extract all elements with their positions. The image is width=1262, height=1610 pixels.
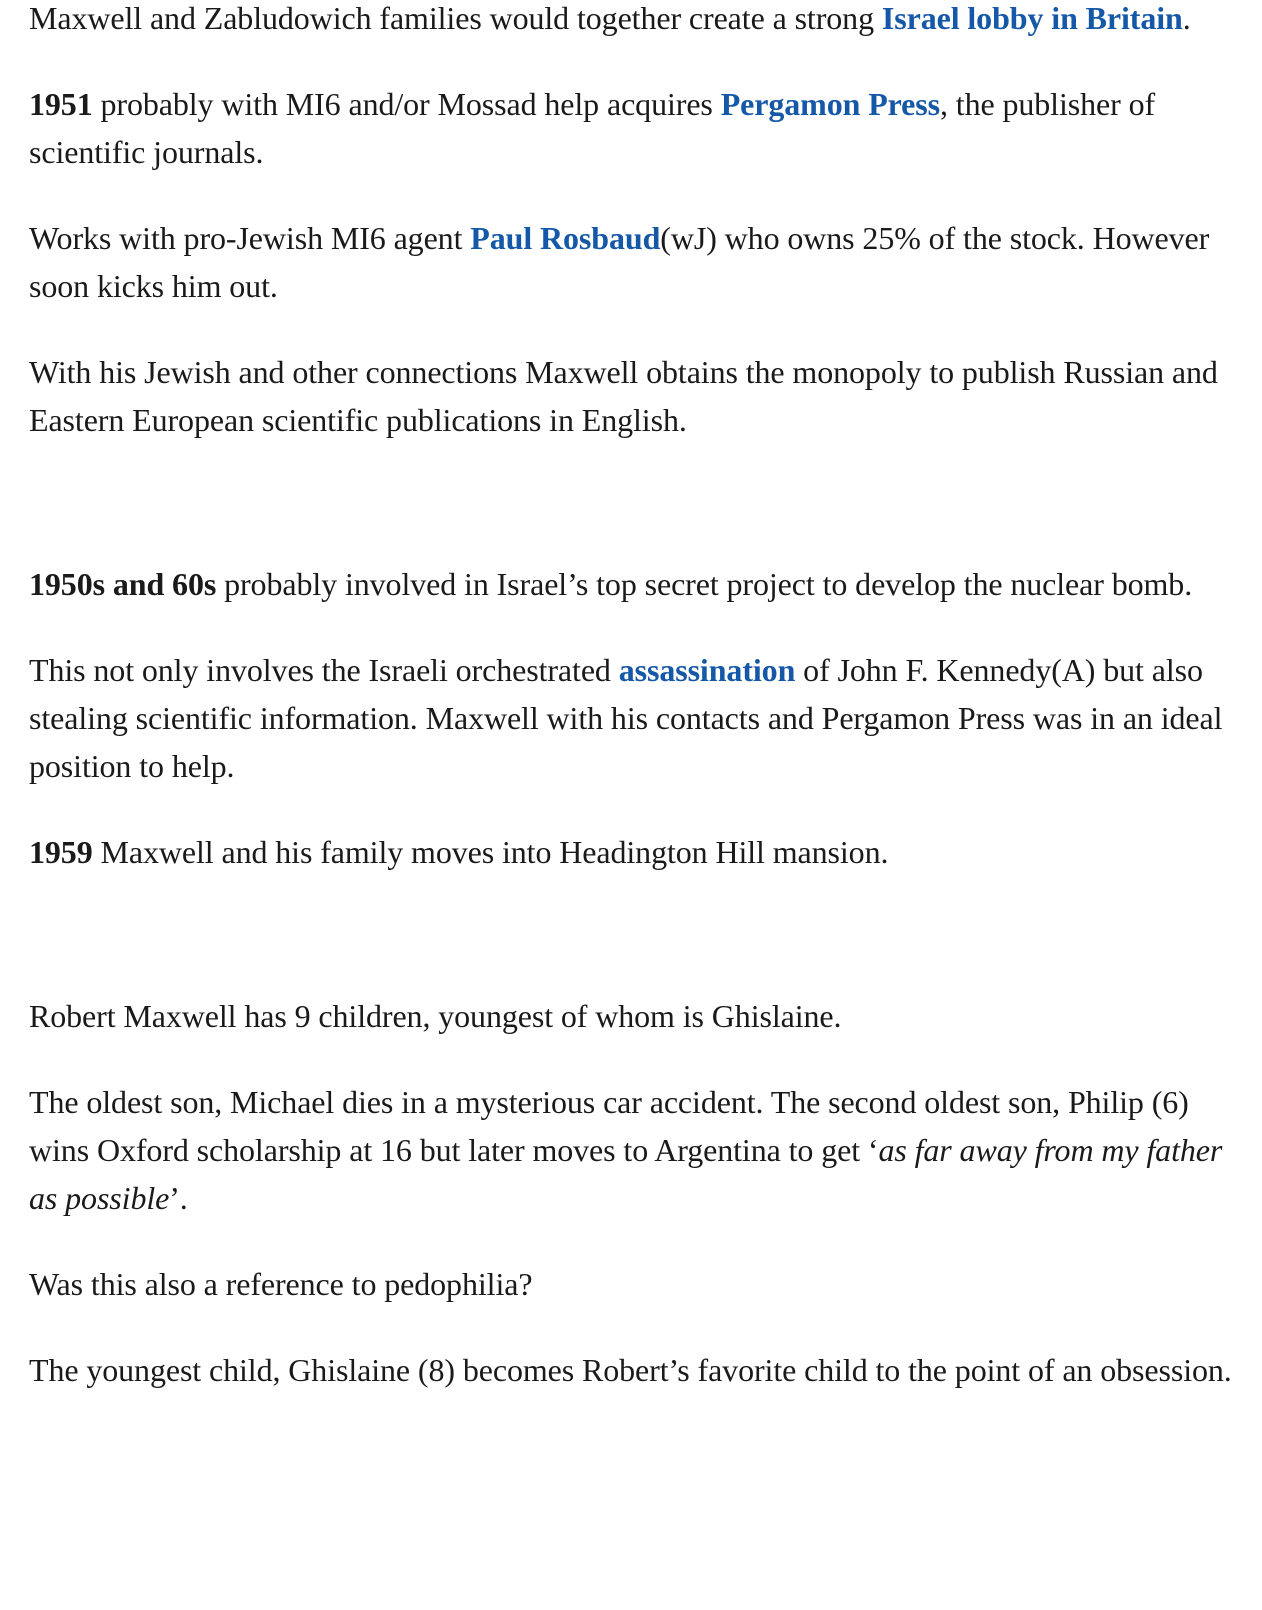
year-label: 1950s and 60s	[29, 566, 217, 602]
paragraph-1959	[29, 828, 1244, 876]
paragraph-text: probably involved in Israel’s top secret project to develop the nuclear bomb.	[216, 566, 1193, 602]
paragraph-text: Maxwell and Zabludowich families would together create a strong	[29, 0, 882, 36]
paragraph-sons	[29, 1078, 1244, 1222]
paragraph-1951	[29, 80, 1244, 176]
paragraph-text: The oldest son, Michael dies in a mysterious car accident. The second oldest son, Philip (6) wins Oxford scholarship at 16 but later moves to Argentina to get ‘	[29, 1084, 1189, 1168]
paragraph-assassination	[29, 646, 1244, 790]
article-body	[29, 0, 1244, 1432]
year-label: 1951	[29, 86, 93, 122]
paul-rosbaud-link[interactable]: Paul Rosbaud	[470, 220, 661, 256]
paragraph-text: ’.	[169, 1180, 188, 1216]
paragraph-text: probably with MI6 and/or Mossad help acquires	[92, 86, 721, 122]
paragraph-text: Works with pro-Jewish MI6 agent	[29, 220, 471, 256]
paragraph-text: (wJ) who owns 25% of the stock. However soon kicks him out.	[29, 220, 1210, 304]
paragraph-text: Was this also a reference to pedophilia?	[29, 1266, 533, 1302]
italic-quote: as far away from my father as possible	[29, 1132, 1223, 1216]
paragraph-monopoly	[29, 348, 1244, 444]
israel-lobby-link[interactable]: Israel lobby in Britain	[881, 0, 1183, 36]
assassination-link[interactable]: assassination	[618, 652, 796, 688]
pergamon-press-link[interactable]: Pergamon Press	[720, 86, 940, 122]
paragraph-text: This not only involves the Israeli orchestrated	[29, 652, 619, 688]
paragraph-question	[29, 1260, 1244, 1308]
year-label: 1959	[29, 834, 93, 870]
paragraph-israel-lobby	[29, 0, 1244, 42]
paragraph-text: The youngest child, Ghislaine (8) becomes Robert’s favorite child to the point of an obsession.	[29, 1352, 1232, 1388]
paragraph-text: With his Jewish and other connections Maxwell obtains the monopoly to publish Russian and Eastern European scientific publications in English.	[29, 354, 1218, 438]
paragraph-text: .	[1182, 0, 1191, 36]
paragraph-children	[29, 992, 1244, 1040]
paragraph-text: , the publisher of scientific journals.	[29, 86, 1156, 170]
paragraph-text: Maxwell and his family moves into Headington Hill mansion.	[92, 834, 889, 870]
paragraph-text: Robert Maxwell has 9 children, youngest of whom is Ghislaine.	[29, 998, 842, 1034]
paragraph-rosbaud	[29, 214, 1244, 310]
paragraph-text: of John F. Kennedy(A) but also stealing scientific information. Maxwell with his contacts and Pergamon Press was in an ideal position to help.	[29, 652, 1223, 784]
paragraph-ghislaine	[29, 1346, 1244, 1394]
paragraph-1950s-60s	[29, 560, 1244, 608]
